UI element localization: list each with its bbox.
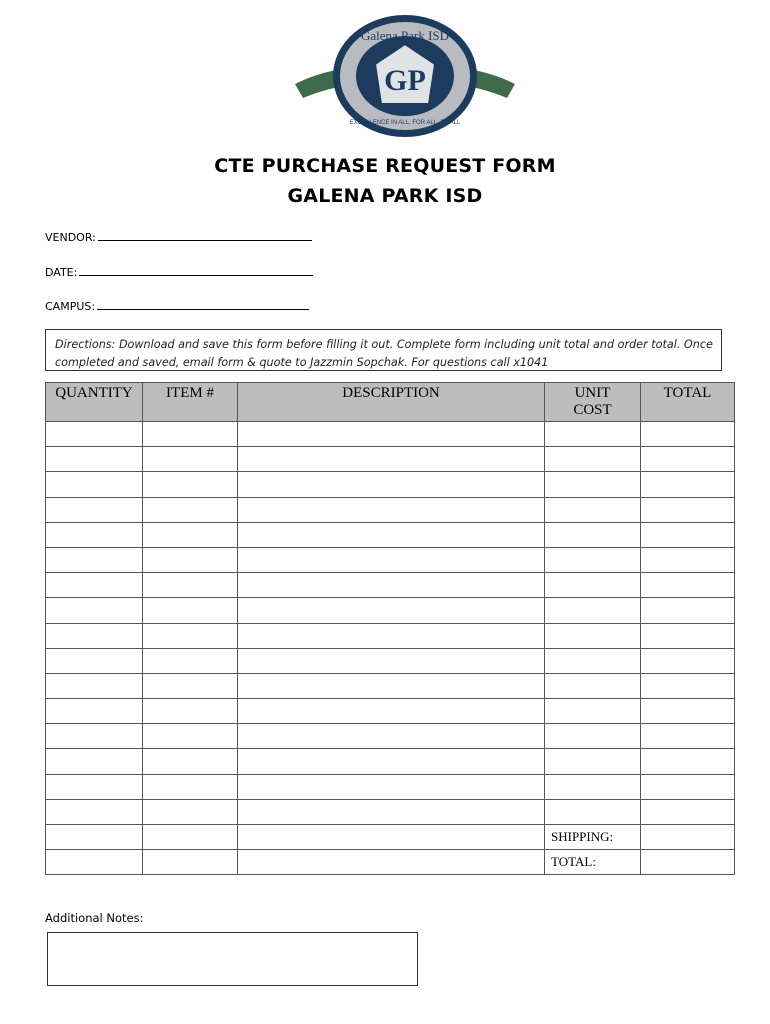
svg-text:Galena Park ISD: Galena Park ISD bbox=[360, 28, 450, 43]
item-number-cell[interactable] bbox=[143, 673, 238, 698]
description-cell[interactable] bbox=[238, 724, 545, 749]
line-total-cell[interactable] bbox=[641, 598, 735, 623]
svg-text:GP: GP bbox=[384, 64, 426, 97]
order-total-cell[interactable] bbox=[641, 850, 735, 875]
line-total-cell[interactable] bbox=[641, 447, 735, 472]
unit-cost-cell[interactable] bbox=[545, 648, 641, 673]
header-quantity: QUANTITY bbox=[46, 383, 143, 422]
item-number-cell[interactable] bbox=[143, 472, 238, 497]
vendor-input-line[interactable] bbox=[98, 230, 312, 241]
quantity-cell[interactable] bbox=[46, 673, 143, 698]
table-cell[interactable] bbox=[238, 850, 545, 875]
item-number-cell[interactable] bbox=[143, 497, 238, 522]
vendor-label: VENDOR: bbox=[45, 231, 96, 244]
unit-cost-cell[interactable] bbox=[545, 573, 641, 598]
table-cell[interactable] bbox=[46, 850, 143, 875]
quantity-cell[interactable] bbox=[46, 522, 143, 547]
item-number-cell[interactable] bbox=[143, 598, 238, 623]
line-total-cell[interactable] bbox=[641, 799, 735, 824]
table-row bbox=[46, 573, 735, 598]
header-item-number: ITEM # bbox=[143, 383, 238, 422]
quantity-cell[interactable] bbox=[46, 422, 143, 447]
quantity-cell[interactable] bbox=[46, 472, 143, 497]
description-cell[interactable] bbox=[238, 673, 545, 698]
unit-cost-cell[interactable] bbox=[545, 749, 641, 774]
unit-cost-cell[interactable] bbox=[545, 774, 641, 799]
date-input-line[interactable] bbox=[79, 265, 313, 276]
table-row bbox=[46, 623, 735, 648]
line-total-cell[interactable] bbox=[641, 774, 735, 799]
table-cell[interactable] bbox=[46, 825, 143, 850]
quantity-cell[interactable] bbox=[46, 749, 143, 774]
header-total: TOTAL bbox=[641, 383, 735, 422]
unit-cost-cell[interactable] bbox=[545, 547, 641, 572]
unit-cost-cell[interactable] bbox=[545, 673, 641, 698]
item-number-cell[interactable] bbox=[143, 749, 238, 774]
table-row bbox=[46, 749, 735, 774]
line-total-cell[interactable] bbox=[641, 547, 735, 572]
table-row bbox=[46, 522, 735, 547]
quantity-cell[interactable] bbox=[46, 774, 143, 799]
header-description: DESCRIPTION bbox=[238, 383, 545, 422]
line-total-cell[interactable] bbox=[641, 497, 735, 522]
total-label: TOTAL: bbox=[545, 850, 641, 875]
form-title: CTE PURCHASE REQUEST FORM bbox=[214, 155, 556, 177]
description-cell[interactable] bbox=[238, 497, 545, 522]
unit-cost-cell[interactable] bbox=[545, 598, 641, 623]
unit-cost-cell[interactable] bbox=[545, 799, 641, 824]
date-label: DATE: bbox=[45, 266, 78, 279]
table-header-row bbox=[46, 383, 735, 422]
description-cell[interactable] bbox=[238, 774, 545, 799]
table-row bbox=[46, 774, 735, 799]
directions-line-2: completed and saved, email form & quote to Jazzmin Sopchak. For questions call x1041 bbox=[55, 356, 549, 369]
description-cell[interactable] bbox=[238, 522, 545, 547]
item-number-cell[interactable] bbox=[143, 547, 238, 572]
item-number-cell[interactable] bbox=[143, 799, 238, 824]
total-row bbox=[46, 850, 735, 875]
quantity-cell[interactable] bbox=[46, 799, 143, 824]
line-total-cell[interactable] bbox=[641, 699, 735, 724]
description-cell[interactable] bbox=[238, 422, 545, 447]
item-number-cell[interactable] bbox=[143, 573, 238, 598]
unit-cost-cell[interactable] bbox=[545, 699, 641, 724]
directions-line-1: Directions: Download and save this form before filling it out. Complete form including unit total and order total. Once bbox=[55, 338, 713, 351]
table-row bbox=[46, 598, 735, 623]
shipping-amount-cell[interactable] bbox=[641, 825, 735, 850]
quantity-cell[interactable] bbox=[46, 547, 143, 572]
unit-cost-cell[interactable] bbox=[545, 447, 641, 472]
line-total-cell[interactable] bbox=[641, 749, 735, 774]
line-total-cell[interactable] bbox=[641, 623, 735, 648]
table-cell[interactable] bbox=[143, 825, 238, 850]
item-number-cell[interactable] bbox=[143, 724, 238, 749]
table-row bbox=[46, 699, 735, 724]
description-cell[interactable] bbox=[238, 648, 545, 673]
description-cell[interactable] bbox=[238, 447, 545, 472]
item-number-cell[interactable] bbox=[143, 623, 238, 648]
purchase-items-table bbox=[45, 382, 735, 875]
item-number-cell[interactable] bbox=[143, 447, 238, 472]
table-row bbox=[46, 673, 735, 698]
table-row bbox=[46, 472, 735, 497]
quantity-cell[interactable] bbox=[46, 447, 143, 472]
description-cell[interactable] bbox=[238, 598, 545, 623]
table-row bbox=[46, 724, 735, 749]
description-cell[interactable] bbox=[238, 749, 545, 774]
unit-cost-cell[interactable] bbox=[545, 522, 641, 547]
table-cell[interactable] bbox=[143, 850, 238, 875]
quantity-cell[interactable] bbox=[46, 648, 143, 673]
description-cell[interactable] bbox=[238, 623, 545, 648]
vendor-field[interactable] bbox=[45, 230, 312, 244]
unit-cost-cell[interactable] bbox=[545, 623, 641, 648]
line-total-cell[interactable] bbox=[641, 724, 735, 749]
table-row bbox=[46, 547, 735, 572]
campus-label: CAMPUS: bbox=[45, 300, 96, 313]
quantity-cell[interactable] bbox=[46, 699, 143, 724]
table-row bbox=[46, 497, 735, 522]
shipping-row bbox=[46, 825, 735, 850]
header-unit-cost-line-1: UNIT bbox=[574, 385, 611, 401]
description-cell[interactable] bbox=[238, 472, 545, 497]
table-cell[interactable] bbox=[238, 825, 545, 850]
item-number-cell[interactable] bbox=[143, 699, 238, 724]
campus-field[interactable] bbox=[45, 299, 309, 313]
directions-box bbox=[45, 329, 722, 371]
date-field[interactable] bbox=[45, 265, 313, 279]
line-total-cell[interactable] bbox=[641, 422, 735, 447]
item-number-cell[interactable] bbox=[143, 522, 238, 547]
quantity-cell[interactable] bbox=[46, 497, 143, 522]
line-total-cell[interactable] bbox=[641, 648, 735, 673]
unit-cost-cell[interactable] bbox=[545, 472, 641, 497]
shipping-label: SHIPPING: bbox=[545, 825, 641, 850]
quantity-cell[interactable] bbox=[46, 623, 143, 648]
description-cell[interactable] bbox=[238, 699, 545, 724]
district-name: GALENA PARK ISD bbox=[287, 185, 483, 207]
svg-text:EXCELLENCE IN ALL, FOR ALL, BY: EXCELLENCE IN ALL, FOR ALL, BY ALL bbox=[349, 120, 461, 126]
description-cell[interactable] bbox=[238, 573, 545, 598]
table-row bbox=[46, 799, 735, 824]
unit-cost-cell[interactable] bbox=[545, 497, 641, 522]
table-row bbox=[46, 422, 735, 447]
line-total-cell[interactable] bbox=[641, 522, 735, 547]
line-total-cell[interactable] bbox=[641, 673, 735, 698]
table-row bbox=[46, 447, 735, 472]
unit-cost-cell[interactable] bbox=[545, 422, 641, 447]
quantity-cell[interactable] bbox=[46, 573, 143, 598]
additional-notes-box[interactable] bbox=[47, 932, 418, 986]
description-cell[interactable] bbox=[238, 547, 545, 572]
campus-input-line[interactable] bbox=[97, 299, 309, 310]
galena-park-isd-logo bbox=[293, 12, 517, 140]
quantity-cell[interactable] bbox=[46, 724, 143, 749]
item-rows bbox=[46, 422, 735, 825]
description-cell[interactable] bbox=[238, 799, 545, 824]
table-row bbox=[46, 648, 735, 673]
line-total-cell[interactable] bbox=[641, 573, 735, 598]
header-unit-cost-line-2: COST bbox=[573, 402, 612, 418]
item-number-cell[interactable] bbox=[143, 422, 238, 447]
quantity-cell[interactable] bbox=[46, 598, 143, 623]
unit-cost-cell[interactable] bbox=[545, 724, 641, 749]
line-total-cell[interactable] bbox=[641, 472, 735, 497]
additional-notes-label: Additional Notes: bbox=[45, 911, 144, 925]
item-number-cell[interactable] bbox=[143, 774, 238, 799]
item-number-cell[interactable] bbox=[143, 648, 238, 673]
header-unit-cost bbox=[545, 383, 641, 422]
